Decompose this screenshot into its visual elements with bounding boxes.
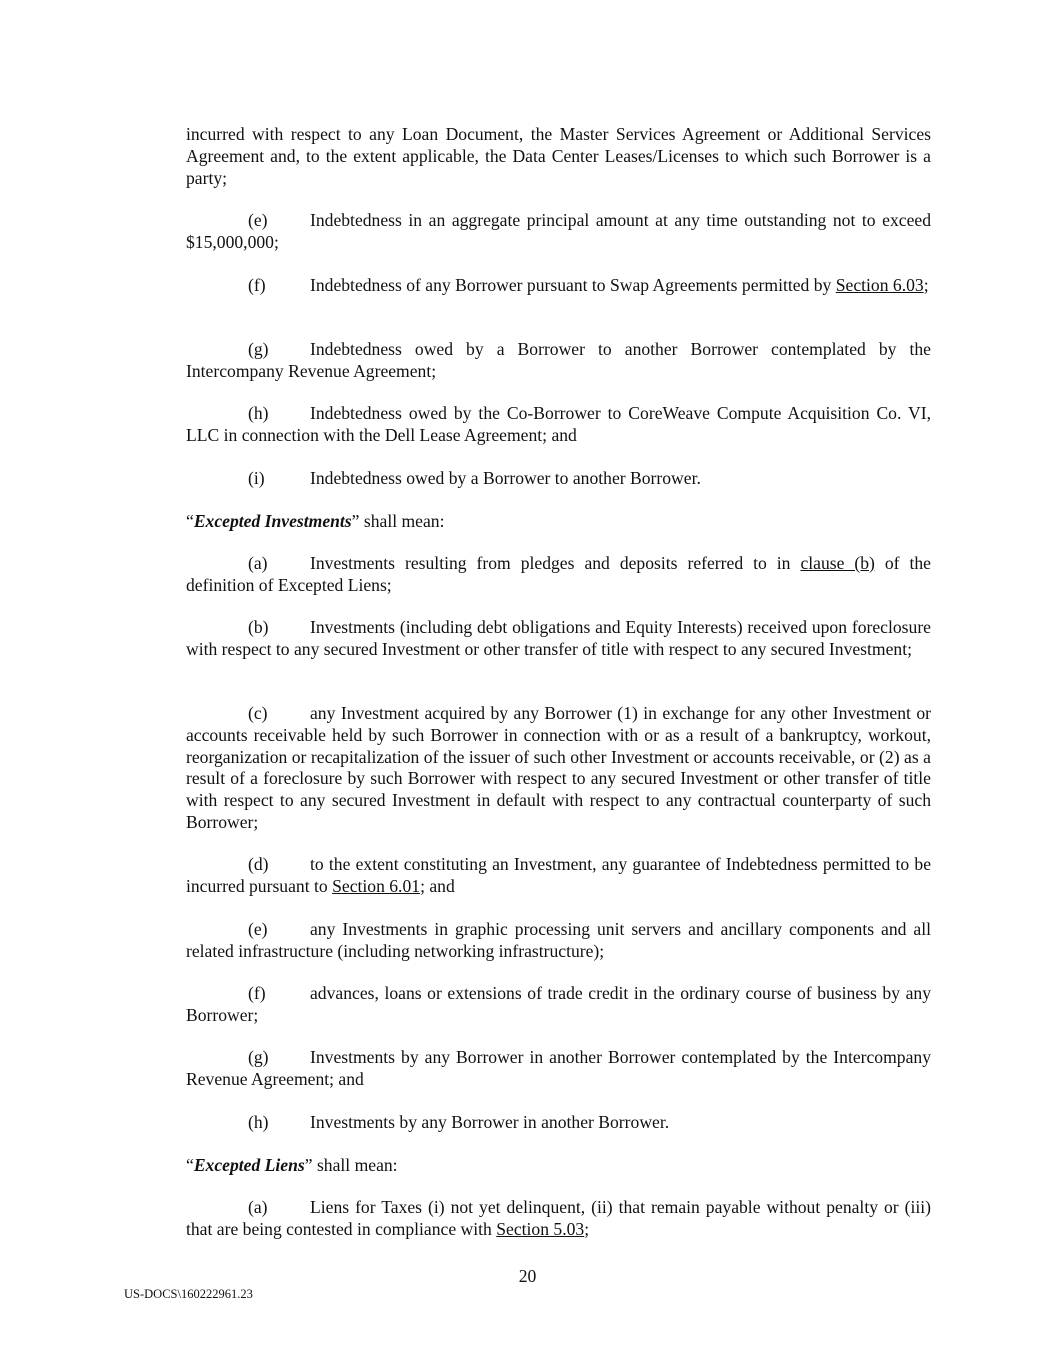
item-label: (f) [248, 983, 266, 1003]
item-text: any Investments in graphic processing unit servers and ancillary components and all related infrastructure (including networking infrastructure); [186, 919, 931, 961]
section-link[interactable]: Section 6.01 [332, 875, 421, 896]
item-text: Investments by any Borrower in another Borrower contemplated by the Intercompany Revenue Agreement; and [186, 1047, 931, 1089]
indebtedness-item-e [186, 210, 931, 254]
continuation-paragraph [186, 124, 931, 189]
item-text: to the extent constituting an Investment, any guarantee of Indebtedness permitted to be incurred pursuant to [186, 854, 931, 896]
item-text-after: ; and [420, 875, 455, 896]
indebtedness-item-i [186, 468, 931, 490]
clause-link[interactable]: clause (b) [800, 553, 875, 573]
investments-item-a [186, 553, 931, 597]
item-label: (h) [248, 403, 269, 423]
section-link[interactable]: Section 5.03 [496, 1218, 585, 1239]
investments-item-f [186, 983, 931, 1027]
heading-tail: ” shall mean: [351, 511, 445, 531]
defined-term: Excepted Liens [193, 1155, 305, 1175]
item-text-after: of the definition of Excepted Liens; [186, 553, 931, 595]
investments-item-d [186, 854, 931, 898]
item-text-after: ; [584, 1218, 590, 1239]
item-text: Liens for Taxes (i) not yet delinquent, (ii) that remain payable without penalty or (iii) that are being contested in compliance with [186, 1197, 931, 1239]
item-text: Investments (including debt obligations and Equity Interests) received upon foreclosure with respect to any secured Investment or other transfer of title with respect to any secured Investment; [186, 617, 931, 659]
item-text: Indebtedness of any Borrower pursuant to Swap Agreements permitted by [310, 275, 836, 295]
item-text: any Investment acquired by any Borrower (1) in exchange for any other Investment or accounts receivable held by such Borrower in connection with or as a result of a bankruptcy, workout, reorganization or recapitalization of the issuer of such other Investment or accounts receivable, or (2) as a result of a foreclosure by such Borrower with respect to any secured Investment or other transfer of title with respect to any secured Investment in default with respect to any contractual counterparty of such Borrower; [186, 703, 931, 832]
item-label: (e) [248, 210, 268, 230]
investments-item-b [186, 617, 931, 661]
item-label: (h) [248, 1112, 269, 1132]
defined-term: Excepted Investments [193, 511, 352, 531]
item-label: (d) [248, 854, 269, 874]
section-link[interactable]: Section 6.03 [835, 275, 924, 295]
indebtedness-item-h [186, 403, 931, 447]
liens-item-a [186, 1197, 931, 1241]
item-text: Investments by any Borrower in another Borrower. [310, 1112, 670, 1132]
indebtedness-item-f [186, 275, 931, 297]
item-text: Indebtedness owed by a Borrower to another Borrower contemplated by the Intercompany Revenue Agreement; [186, 339, 931, 381]
item-text: advances, loans or extensions of trade credit in the ordinary course of business by any Borrower; [186, 983, 931, 1025]
item-label: (g) [248, 339, 269, 359]
heading-tail: ” shall mean: [304, 1155, 398, 1175]
document-id: US-DOCS\160222961.23 [124, 1287, 253, 1301]
item-label: (a) [248, 553, 268, 573]
indebtedness-item-g [186, 339, 931, 383]
excepted-investments-heading [186, 511, 931, 533]
item-text: Indebtedness owed by the Co-Borrower to CoreWeave Compute Acquisition Co. VI, LLC in connection with the Dell Lease Agreement; and [186, 403, 931, 445]
open-quote: “ [186, 511, 194, 531]
item-label: (b) [248, 617, 269, 637]
item-label: (f) [248, 275, 266, 295]
item-text-after: ; [923, 275, 929, 295]
investments-item-e [186, 919, 931, 963]
investments-item-c [186, 703, 931, 834]
item-text: Indebtedness owed by a Borrower to another Borrower. [310, 468, 701, 488]
item-text: Indebtedness in an aggregate principal amount at any time outstanding not to exceed $15,000,000; [186, 210, 931, 252]
investments-item-g [186, 1047, 931, 1091]
open-quote: “ [186, 1155, 194, 1175]
item-label: (e) [248, 919, 268, 939]
continuation-text: incurred with respect to any Loan Document, the Master Services Agreement or Additional Services Agreement and, to the extent applicable, the Data Center Leases/Licenses to which such Borrower is a party; [186, 124, 931, 188]
page-number: 20 [518, 1266, 537, 1286]
item-label: (c) [248, 703, 268, 723]
item-label: (i) [248, 468, 265, 488]
item-label: (g) [248, 1047, 269, 1067]
item-label: (a) [248, 1197, 268, 1217]
item-text: Investments resulting from pledges and deposits referred to in [310, 553, 801, 573]
investments-item-h [186, 1112, 931, 1134]
excepted-liens-heading [186, 1155, 931, 1177]
